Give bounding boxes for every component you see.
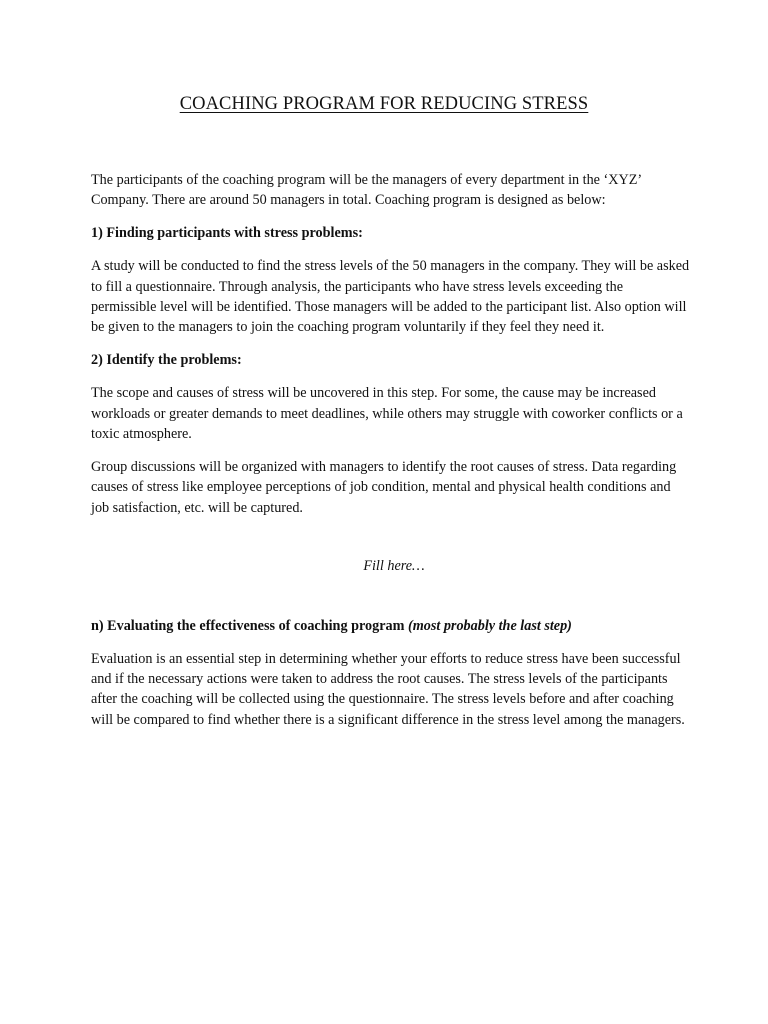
section-1-heading: 1) Finding participants with stress problems: xyxy=(91,225,363,242)
fill-here-placeholder: Fill here… xyxy=(363,558,425,575)
section-1-body: A study will be conducted to find the stress levels of the 50 managers in the company. They will be asked to fill a questionnaire. Through analysis, the participants who have stress levels exceeding the permissible level will be identified. Those managers will be added to the participant list. Also option will be given to the managers to join the coaching program voluntarily if they feel they need it. xyxy=(91,258,690,336)
section-2-body-1: The scope and causes of stress will be uncovered in this step. For some, the cause may be increased workloads or greater demands to meet deadlines, while others may struggle with coworker conflicts or a toxic atmosphere. xyxy=(91,385,683,443)
intro-paragraph: The participants of the coaching program will be the managers of every department in the ‘XYZ’ Company. There are around 50 managers in total. Coaching program is designed as below: xyxy=(91,172,642,209)
section-2-heading: 2) Identify the problems: xyxy=(91,352,242,369)
section-n-body: Evaluation is an essential step in determining whether your efforts to reduce stress have been successful and if the necessary actions were taken to address the root causes. The stress levels of the participants after the coaching will be collected using the questionnaire. The stress levels before and after coaching will be compared to find whether there is a significant difference in the stress level among the managers. xyxy=(91,650,685,728)
section-n-heading: n) Evaluating the effectiveness of coaching program xyxy=(91,617,405,634)
document-body xyxy=(91,170,691,743)
section-n-heading-line xyxy=(91,616,691,636)
section-n-heading-note: (most probably the last step) xyxy=(407,617,572,634)
section-2-body-2: Group discussions will be organized with managers to identify the root causes of stress. Data regarding causes of stress like employee perceptions of job condition, mental and physical health conditions and job satisfaction, etc. will be captured. xyxy=(91,458,677,516)
document-title: COACHING PROGRAM FOR REDUCING STRESS xyxy=(179,94,589,114)
